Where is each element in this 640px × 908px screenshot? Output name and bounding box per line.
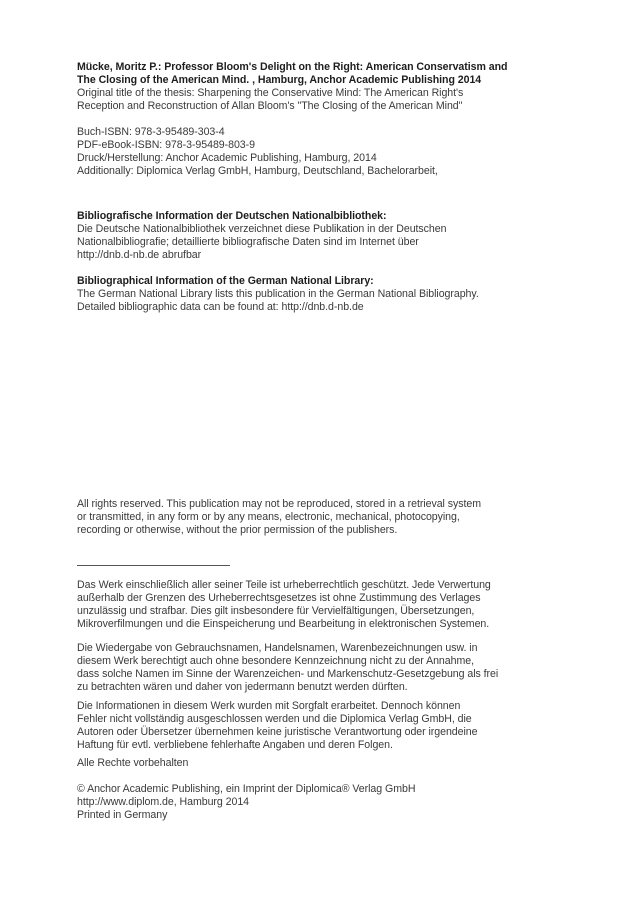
bib-info-en-heading: Bibliographical Information of the German National Library: — [77, 275, 374, 287]
legal-line: Das Werk einschließlich aller seiner Teile ist urheberrechtlich geschützt. Jede Verwertung — [77, 579, 491, 591]
imprint-publisher: © Anchor Academic Publishing, ein Imprint der Diplomica® Verlag GmbH — [77, 783, 416, 795]
imprint-printed: Printed in Germany — [77, 809, 168, 821]
divider-rule — [77, 565, 230, 566]
all-rights-reserved-de — [77, 757, 577, 770]
legal-notice-copyright — [77, 579, 577, 631]
legal-line: Fehler nicht vollständig ausgeschlossen werden und die Diplomica Verlag GmbH, die — [77, 713, 472, 725]
bib-info-en-line: The German National Library lists this publication in the German National Bibliography. — [77, 288, 479, 300]
rights-line: recording or otherwise, without the prior permission of the publishers. — [77, 524, 398, 536]
bib-info-de-line: http://dnb.d-nb.de abrufbar — [77, 249, 202, 261]
legal-line: Mikroverfilmungen und die Einspeicherung und Bearbeitung in elektronischen Systemen. — [77, 618, 490, 630]
legal-line: Die Wiedergabe von Gebrauchsnamen, Handelsnamen, Warenbezeichnungen usw. in — [77, 642, 478, 654]
rights-line: All rights reserved. This publication may not be reproduced, stored in a retrieval system — [77, 498, 481, 510]
publication-info — [77, 126, 577, 178]
legal-notice-liability — [77, 700, 577, 752]
bib-info-de-line: Nationalbibliografie; detaillierte bibliografische Daten sind im Internet über — [77, 236, 419, 248]
additional-info: Additionally: Diplomica Verlag GmbH, Hamburg, Deutschland, Bachelorarbeit, — [77, 165, 438, 177]
original-title-line: Reception and Reconstruction of Allan Bloom's "The Closing of the American Mind" — [77, 100, 463, 112]
legal-line: zu betrachten wären und daher von jedermann benutzt werden dürften. — [77, 681, 408, 693]
legal-line: diesem Werk berechtigt auch ohne besondere Kennzeichnung nicht zu der Annahme, — [77, 655, 474, 667]
legal-line: Autoren oder Übersetzer übernehmen keine juristische Verantwortung oder irgendeine — [77, 726, 478, 738]
ebook-isbn: PDF-eBook-ISBN: 978-3-95489-803-9 — [77, 139, 255, 151]
rights-statement-en — [77, 498, 577, 537]
imprint — [77, 783, 577, 822]
rights-line: or transmitted, in any form or by any means, electronic, mechanical, photocopying, — [77, 511, 460, 523]
original-title-line: Original title of the thesis: Sharpening the Conservative Mind: The American Right's — [77, 87, 464, 99]
book-isbn: Buch-ISBN: 978-3-95489-303-4 — [77, 126, 225, 138]
legal-line: Alle Rechte vorbehalten — [77, 757, 189, 769]
bib-info-de — [77, 210, 577, 262]
legal-line: unzulässig und strafbar. Dies gilt insbesondere für Vervielfältigungen, Übersetzungen, — [77, 605, 475, 617]
print-production: Druck/Herstellung: Anchor Academic Publishing, Hamburg, 2014 — [77, 152, 377, 164]
citation-line: The Closing of the American Mind. , Hamburg, Anchor Academic Publishing 2014 — [77, 74, 482, 86]
original-title — [77, 87, 577, 113]
legal-notice-trademarks — [77, 642, 577, 694]
bib-info-en — [77, 275, 577, 314]
citation-line: Mücke, Moritz P.: Professor Bloom's Delight on the Right: American Conservatism and — [77, 61, 508, 73]
legal-line: dass solche Namen im Sinne der Warenzeichen- und Markenschutz-Gesetzgebung als frei — [77, 668, 499, 680]
bib-info-en-line: Detailed bibliographic data can be found at: http://dnb.d-nb.de — [77, 301, 364, 313]
legal-line: Die Informationen in diesem Werk wurden mit Sorgfalt erarbeitet. Dennoch können — [77, 700, 461, 712]
bib-info-de-heading: Bibliografische Information der Deutschen Nationalbibliothek: — [77, 210, 387, 222]
legal-line: außerhalb der Grenzen des Urheberrechtsgesetzes ist ohne Zustimmung des Verlages — [77, 592, 481, 604]
imprint-website: http://www.diplom.de, Hamburg 2014 — [77, 796, 250, 808]
bib-info-de-line: Die Deutsche Nationalbibliothek verzeichnet diese Publikation in der Deutschen — [77, 223, 447, 235]
legal-line: Haftung für evtl. verbliebene fehlerhafte Angaben und deren Folgen. — [77, 739, 393, 751]
citation — [77, 61, 577, 87]
